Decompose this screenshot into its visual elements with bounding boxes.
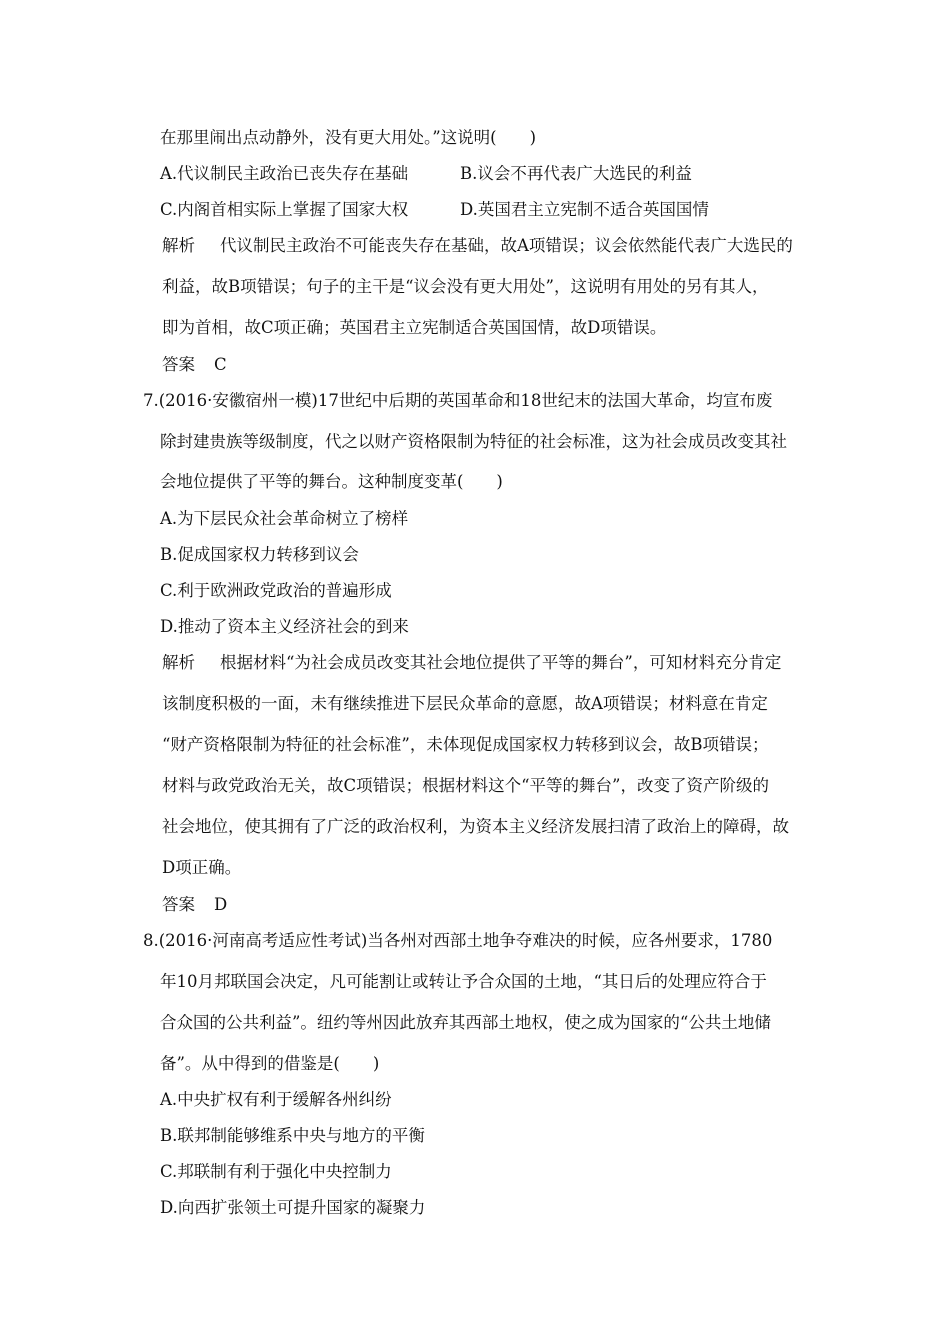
q6-analysis-text-1: 代议制民主政治不可能丧失存在基础，故A项错误；议会依然能代表广大选民的	[220, 236, 793, 255]
q6-stem-tail: 在那里闹出点动静外，没有更大用处。”这说明( )	[160, 128, 537, 147]
q7-analysis-line-4: 材料与政党政治无关，故C项错误；根据材料这个“平等的舞台”，改变了资产阶级的	[162, 776, 769, 795]
q7-analysis-line-1	[162, 652, 781, 674]
q8-stem-line-3: 合众国的公共利益”。纽约等州因此放弃其西部土地权，使之成为国家的“公共土地储	[160, 1013, 771, 1032]
q7-analysis-line-2: 该制度积极的一面，未有继续推进下层民众革命的意愿，故A项错误；材料意在肯定	[162, 694, 768, 713]
q6-option-b: B.议会不再代表广大选民的利益	[460, 164, 692, 183]
q7-analysis-label: 解析	[162, 653, 195, 672]
q7-analysis-line-5: 社会地位，使其拥有了广泛的政治权利，为资本主义经济发展扫清了政治上的障碍，故	[162, 817, 789, 836]
q8-option-b: B.联邦制能够维系中央与地方的平衡	[160, 1126, 425, 1145]
q7-stem-line-3: 会地位提供了平等的舞台。这种制度变革( )	[160, 472, 503, 491]
q8-stem-line-4: 备”。从中得到的借鉴是( )	[160, 1054, 380, 1073]
q7-option-d: D.推动了资本主义经济社会的到来	[160, 617, 409, 636]
q7-answer-label: 答案	[162, 895, 195, 914]
q7-stem-line-1: 7.(2016·安徽宿州一模)17世纪中后期的英国革命和18世纪末的法国大革命，均宣布废	[143, 391, 773, 410]
q7-stem-line-2: 除封建贵族等级制度，代之以财产资格限制为特征的社会标准，这为社会成员改变其社	[160, 432, 787, 451]
q6-answer-label: 答案	[162, 355, 195, 374]
q8-stem-line-1: 8.(2016·河南高考适应性考试)当各州对西部土地争夺难决的时候，应各州要求，1780	[143, 931, 773, 950]
q7-analysis-line-6: D项正确。	[162, 858, 242, 877]
q8-option-a: A.中央扩权有利于缓解各州纠纷	[160, 1090, 392, 1109]
q7-option-b: B.促成国家权力转移到议会	[160, 545, 359, 564]
q8-option-d: D.向西扩张领土可提升国家的凝聚力	[160, 1198, 426, 1217]
q6-analysis-line-3: 即为首相，故C项正确；英国君主立宪制适合英国国情，故D项错误。	[162, 318, 667, 337]
q6-option-d: D.英国君主立宪制不适合英国国情	[460, 200, 709, 219]
q6-analysis-line-2: 利益，故B项错误；句子的主干是“议会没有更大用处”，这说明有用处的另有其人，	[162, 277, 769, 296]
q6-answer-value: C	[214, 355, 227, 374]
q6-option-c: C.内阁首相实际上掌握了国家大权	[160, 200, 409, 219]
q7-answer-value: D	[214, 895, 228, 914]
q7-analysis-text-1: 根据材料“为社会成员改变其社会地位提供了平等的舞台”，可知材料充分肯定	[220, 653, 782, 672]
q7-option-a: A.为下层民众社会革命树立了榜样	[160, 509, 409, 528]
q6-analysis-line-1	[162, 235, 793, 257]
q6-analysis-label: 解析	[162, 236, 195, 255]
q8-option-c: C.邦联制有利于强化中央控制力	[160, 1162, 392, 1181]
q7-option-c: C.利于欧洲政党政治的普遍形成	[160, 581, 392, 600]
q6-answer	[162, 354, 227, 376]
q7-analysis-line-3: “财产资格限制为特征的社会标准”，未体现促成国家权力转移到议会，故B项错误；	[162, 735, 769, 754]
q8-stem-line-2: 年10月邦联国会决定，凡可能割让或转让予合众国的土地，“其日后的处理应符合于	[160, 972, 767, 991]
q7-answer	[162, 894, 227, 916]
q6-option-a: A.代议制民主政治已丧失存在基础	[160, 164, 409, 183]
